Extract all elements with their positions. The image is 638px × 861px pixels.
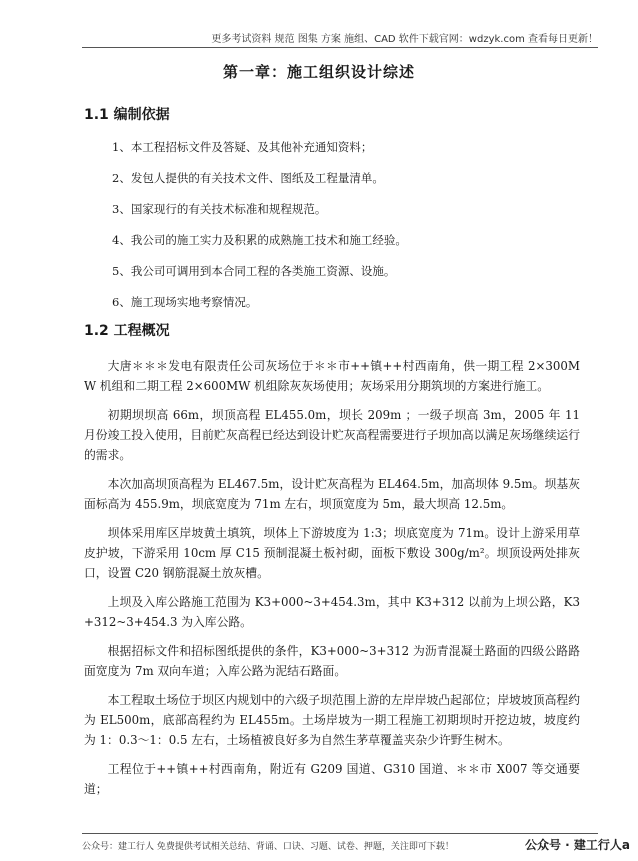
overview-body <box>84 356 580 808</box>
header-rule <box>82 47 598 48</box>
basis-list <box>112 140 407 326</box>
list-item: 6、施工现场实地考察情况。 <box>112 295 258 309</box>
paragraph: 工程位于++镇++村西南角，附近有 G209 国道、G310 国道、＊＊市 X007 等交通要道； <box>84 762 580 796</box>
paragraph: 坝体采用库区岸坡黄土填筑，坝体上下游坡度为 1:3；坝底宽度为 71m。设计上游采用草皮护坡，下游采用 10cm 厚 C15 预制混凝土板衬砌，面板下敷设 300g/m²。坝顶设两处排灰口，设置 C20 钢筋混凝土放灰槽。 <box>84 526 580 580</box>
list-item: 5、我公司可调用到本合同工程的各类施工资源、设施。 <box>112 264 396 278</box>
page-footer: 公众号：建工行人 免费提供考试相关总结、背诵、口诀、习题、试卷、押题，关注即可下载！ <box>82 842 454 852</box>
paragraph: 本工程取土场位于坝区内规划中的六级子坝范围上游的左岸岸坡凸起部位；岸坡坡顶高程约为 EL500m，底部高程约为 EL455m。土场岸坡为一期工程施工初期坝时开挖边坡，坡度约为 1：0.3～1：0.5 左右，土场植被良好多为自然生茅草覆盖夹杂少许野生树木。 <box>84 693 580 747</box>
section-heading-overview: 1.2 工程概况 <box>84 323 170 339</box>
list-item: 3、国家现行的有关技术标准和规程规范。 <box>112 202 327 216</box>
chapter-title: 第一章：施工组织设计综述 <box>222 63 415 81</box>
list-item: 1、本工程招标文件及答疑、及其他补充通知资料； <box>112 140 373 154</box>
paragraph: 上坝及入库公路施工范围为 K3+000~3+454.3m，其中 K3+312 以前为上坝公路，K3+312~3+454.3 为入库公路。 <box>84 595 580 629</box>
paragraph: 初期坝坝高 66m，坝顶高程 EL455.0m，坝长 209m ；一级子坝高 3m，2005 年 11 月份竣工投入使用，目前贮灰高程已经达到设计贮灰高程需要进行子坝加高以满足灰场继续运行的需求。 <box>84 408 580 462</box>
wechat-watermark: 公众号 · 建工行人a <box>521 834 634 855</box>
page-header: 更多考试资料 规范 图集 方案 施组、CAD 软件下载官网：wdzyk.com 查看每日更新！ <box>211 34 598 45</box>
list-item: 2、发包人提供的有关技术文件、图纸及工程量清单。 <box>112 171 384 185</box>
paragraph: 根据招标文件和招标图纸提供的条件，K3+000~3+312 为沥青混凝土路面的四级公路路面宽度为 7m 双向车道；入库公路为泥结石路面。 <box>84 644 580 678</box>
list-item: 4、我公司的施工实力及积累的成熟施工技术和施工经验。 <box>112 233 407 247</box>
section-heading-basis: 1.1 编制依据 <box>84 107 170 123</box>
paragraph: 大唐＊＊＊发电有限责任公司灰场位于＊＊市++镇++村西南角，供一期工程 2×300MW 机组和二期工程 2×600MW 机组除灰灰场使用；灰场采用分期筑坝的方案进行施工。 <box>84 359 580 393</box>
paragraph: 本次加高坝顶高程为 EL467.5m，设计贮灰高程为 EL464.5m，加高坝体 9.5m。坝基灰面标高为 455.9m，坝底宽度为 71m 左右，坝顶宽度为 5m，最大坝高 12.5m。 <box>84 477 580 511</box>
